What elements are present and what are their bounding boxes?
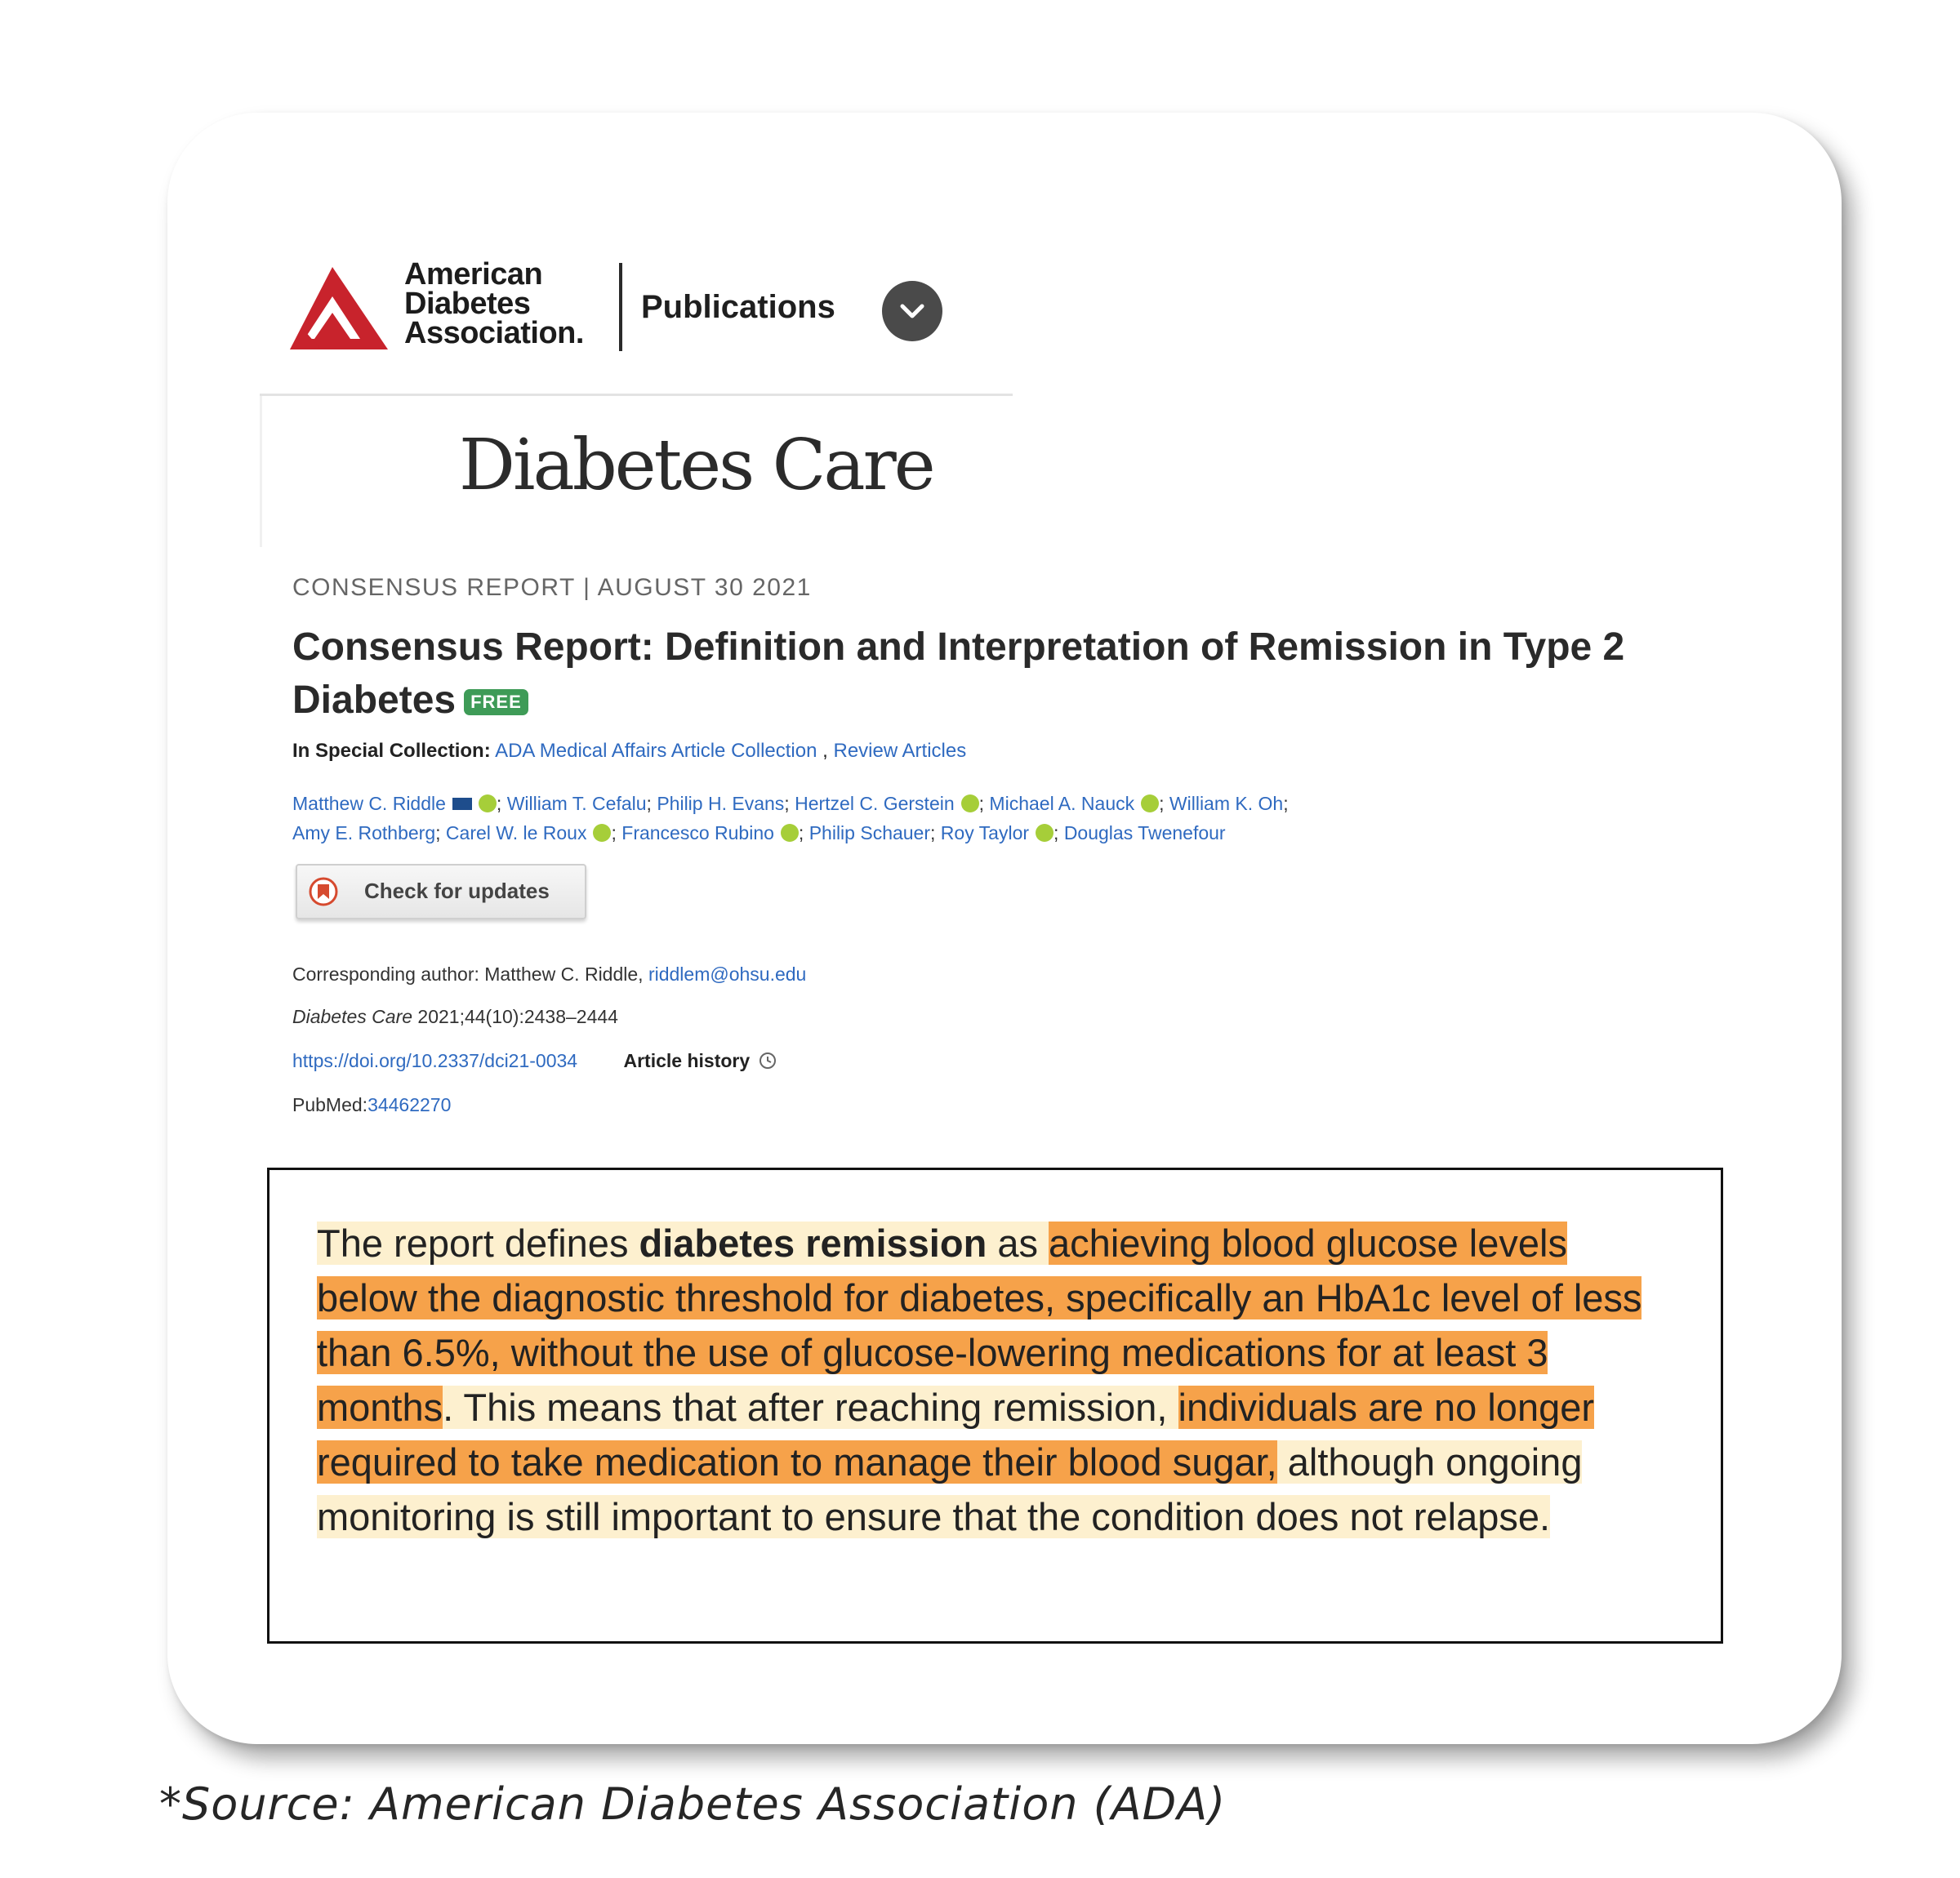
orcid-icon[interactable] (479, 794, 497, 812)
excerpt-bold-term: diabetes remission (639, 1222, 987, 1265)
author-link[interactable]: Hertzel C. Gerstein (795, 793, 955, 814)
author-link[interactable]: Michael A. Nauck (989, 793, 1135, 814)
collection-link-review-articles[interactable]: Review Articles (833, 740, 967, 762)
author-link[interactable]: Matthew C. Riddle (292, 793, 446, 814)
ada-logo-icon (290, 265, 388, 351)
excerpt-segment: . This means that after reaching remission, (443, 1386, 1178, 1429)
orcid-icon[interactable] (781, 824, 799, 842)
citation-journal: Diabetes Care (292, 1006, 413, 1027)
publications-label[interactable]: Publications (641, 289, 835, 325)
check-for-updates-label: Check for updates (364, 879, 550, 903)
article-kicker: CONSENSUS REPORT | AUGUST 30 2021 (292, 574, 812, 601)
pubmed-row (292, 1094, 451, 1116)
author-link[interactable]: Philip H. Evans (657, 793, 785, 814)
org-name-line: Association. (404, 316, 584, 350)
citation (292, 1006, 618, 1028)
journal-title[interactable]: Diabetes Care (459, 425, 933, 506)
author-list: Matthew C. Riddle ; William T. Cefalu; Philip H. Evans; Hertzel C. Gerstein ; Michael A. Nauck ; William K. Oh; Amy E. Rothberg; Carel W. le Roux ; Francesco Rubino ; Philip Schauer; Roy Taylor ; Douglas Twenefour (292, 793, 1289, 843)
email-icon[interactable] (452, 798, 472, 810)
excerpt-segment: although ongoing monitoring is still important to ensure that the condition does not relapse. (317, 1440, 1583, 1538)
corresponding-email-link[interactable]: riddlem@ohsu.edu (648, 963, 807, 985)
free-badge: FREE (464, 689, 528, 715)
orcid-icon[interactable] (593, 824, 611, 842)
excerpt-segment: as (987, 1222, 1049, 1265)
org-name-line: Diabetes (404, 287, 531, 321)
header-divider (260, 394, 1013, 396)
source-note: *Source: American Diabetes Association (ADA) (159, 1778, 1227, 1830)
corresponding-label: Corresponding author: Matthew C. Riddle, (292, 963, 648, 985)
author-link[interactable]: Amy E. Rothberg (292, 822, 436, 843)
excerpt-text (317, 1216, 1673, 1544)
author-link[interactable]: Douglas Twenefour (1063, 822, 1226, 843)
special-collection (292, 740, 966, 763)
author-link[interactable]: Francesco Rubino (621, 822, 774, 843)
org-name-line: American (404, 257, 543, 291)
collection-label: In Special Collection: (292, 740, 491, 762)
excerpt-segment: The report defines (317, 1222, 639, 1265)
site-header (290, 257, 1025, 358)
citation-details: 2021;44(10):2438–2444 (412, 1006, 618, 1027)
doi-link[interactable]: https://doi.org/10.2337/dci21-0034 (292, 1050, 578, 1071)
masthead-edge (260, 396, 262, 547)
article-history-toggle[interactable] (623, 1050, 777, 1071)
orcid-icon[interactable] (1036, 824, 1054, 842)
crossmark-icon (309, 877, 338, 906)
excerpt-highlight-medication: individuals are no longer required to take medication to manage their blood sugar, (317, 1386, 1595, 1484)
orcid-icon[interactable] (1141, 794, 1159, 812)
pubmed-label: PubMed: (292, 1094, 368, 1115)
highlighted-excerpt-box (267, 1168, 1723, 1644)
history-clock-icon (758, 1051, 777, 1070)
article-title (292, 621, 1681, 727)
collection-link-medical-affairs[interactable]: ADA Medical Affairs Article Collection (495, 740, 817, 762)
doi-row (292, 1050, 777, 1072)
ada-logo-wordmark[interactable] (404, 257, 584, 350)
logo-divider (619, 263, 622, 351)
orcid-icon[interactable] (961, 794, 979, 812)
pubmed-link[interactable]: 34462270 (368, 1094, 452, 1115)
chevron-down-icon (898, 299, 926, 323)
publications-dropdown-button[interactable] (882, 281, 942, 341)
corresponding-author (292, 963, 806, 986)
author-link[interactable]: Carel W. le Roux (445, 822, 587, 843)
author-link[interactable]: William K. Oh (1169, 793, 1284, 814)
excerpt-highlight-definition: achieving blood glucose levels below the diagnostic threshold for diabetes, specifically an HbA1c level of less than 6.5%, without the use of glucose-lowering medications for at least 3 months (317, 1222, 1642, 1429)
author-link[interactable]: Roy Taylor (940, 822, 1030, 843)
author-link[interactable]: William T. Cefalu (506, 793, 647, 814)
author-link[interactable]: Philip Schauer (808, 822, 931, 843)
check-for-updates-button[interactable] (296, 864, 586, 919)
collection-separator: , (817, 740, 834, 762)
article-title-text: Consensus Report: Definition and Interpretation of Remission in Type 2 Diabetes (292, 625, 1625, 722)
article-history-label: Article history (623, 1050, 751, 1071)
